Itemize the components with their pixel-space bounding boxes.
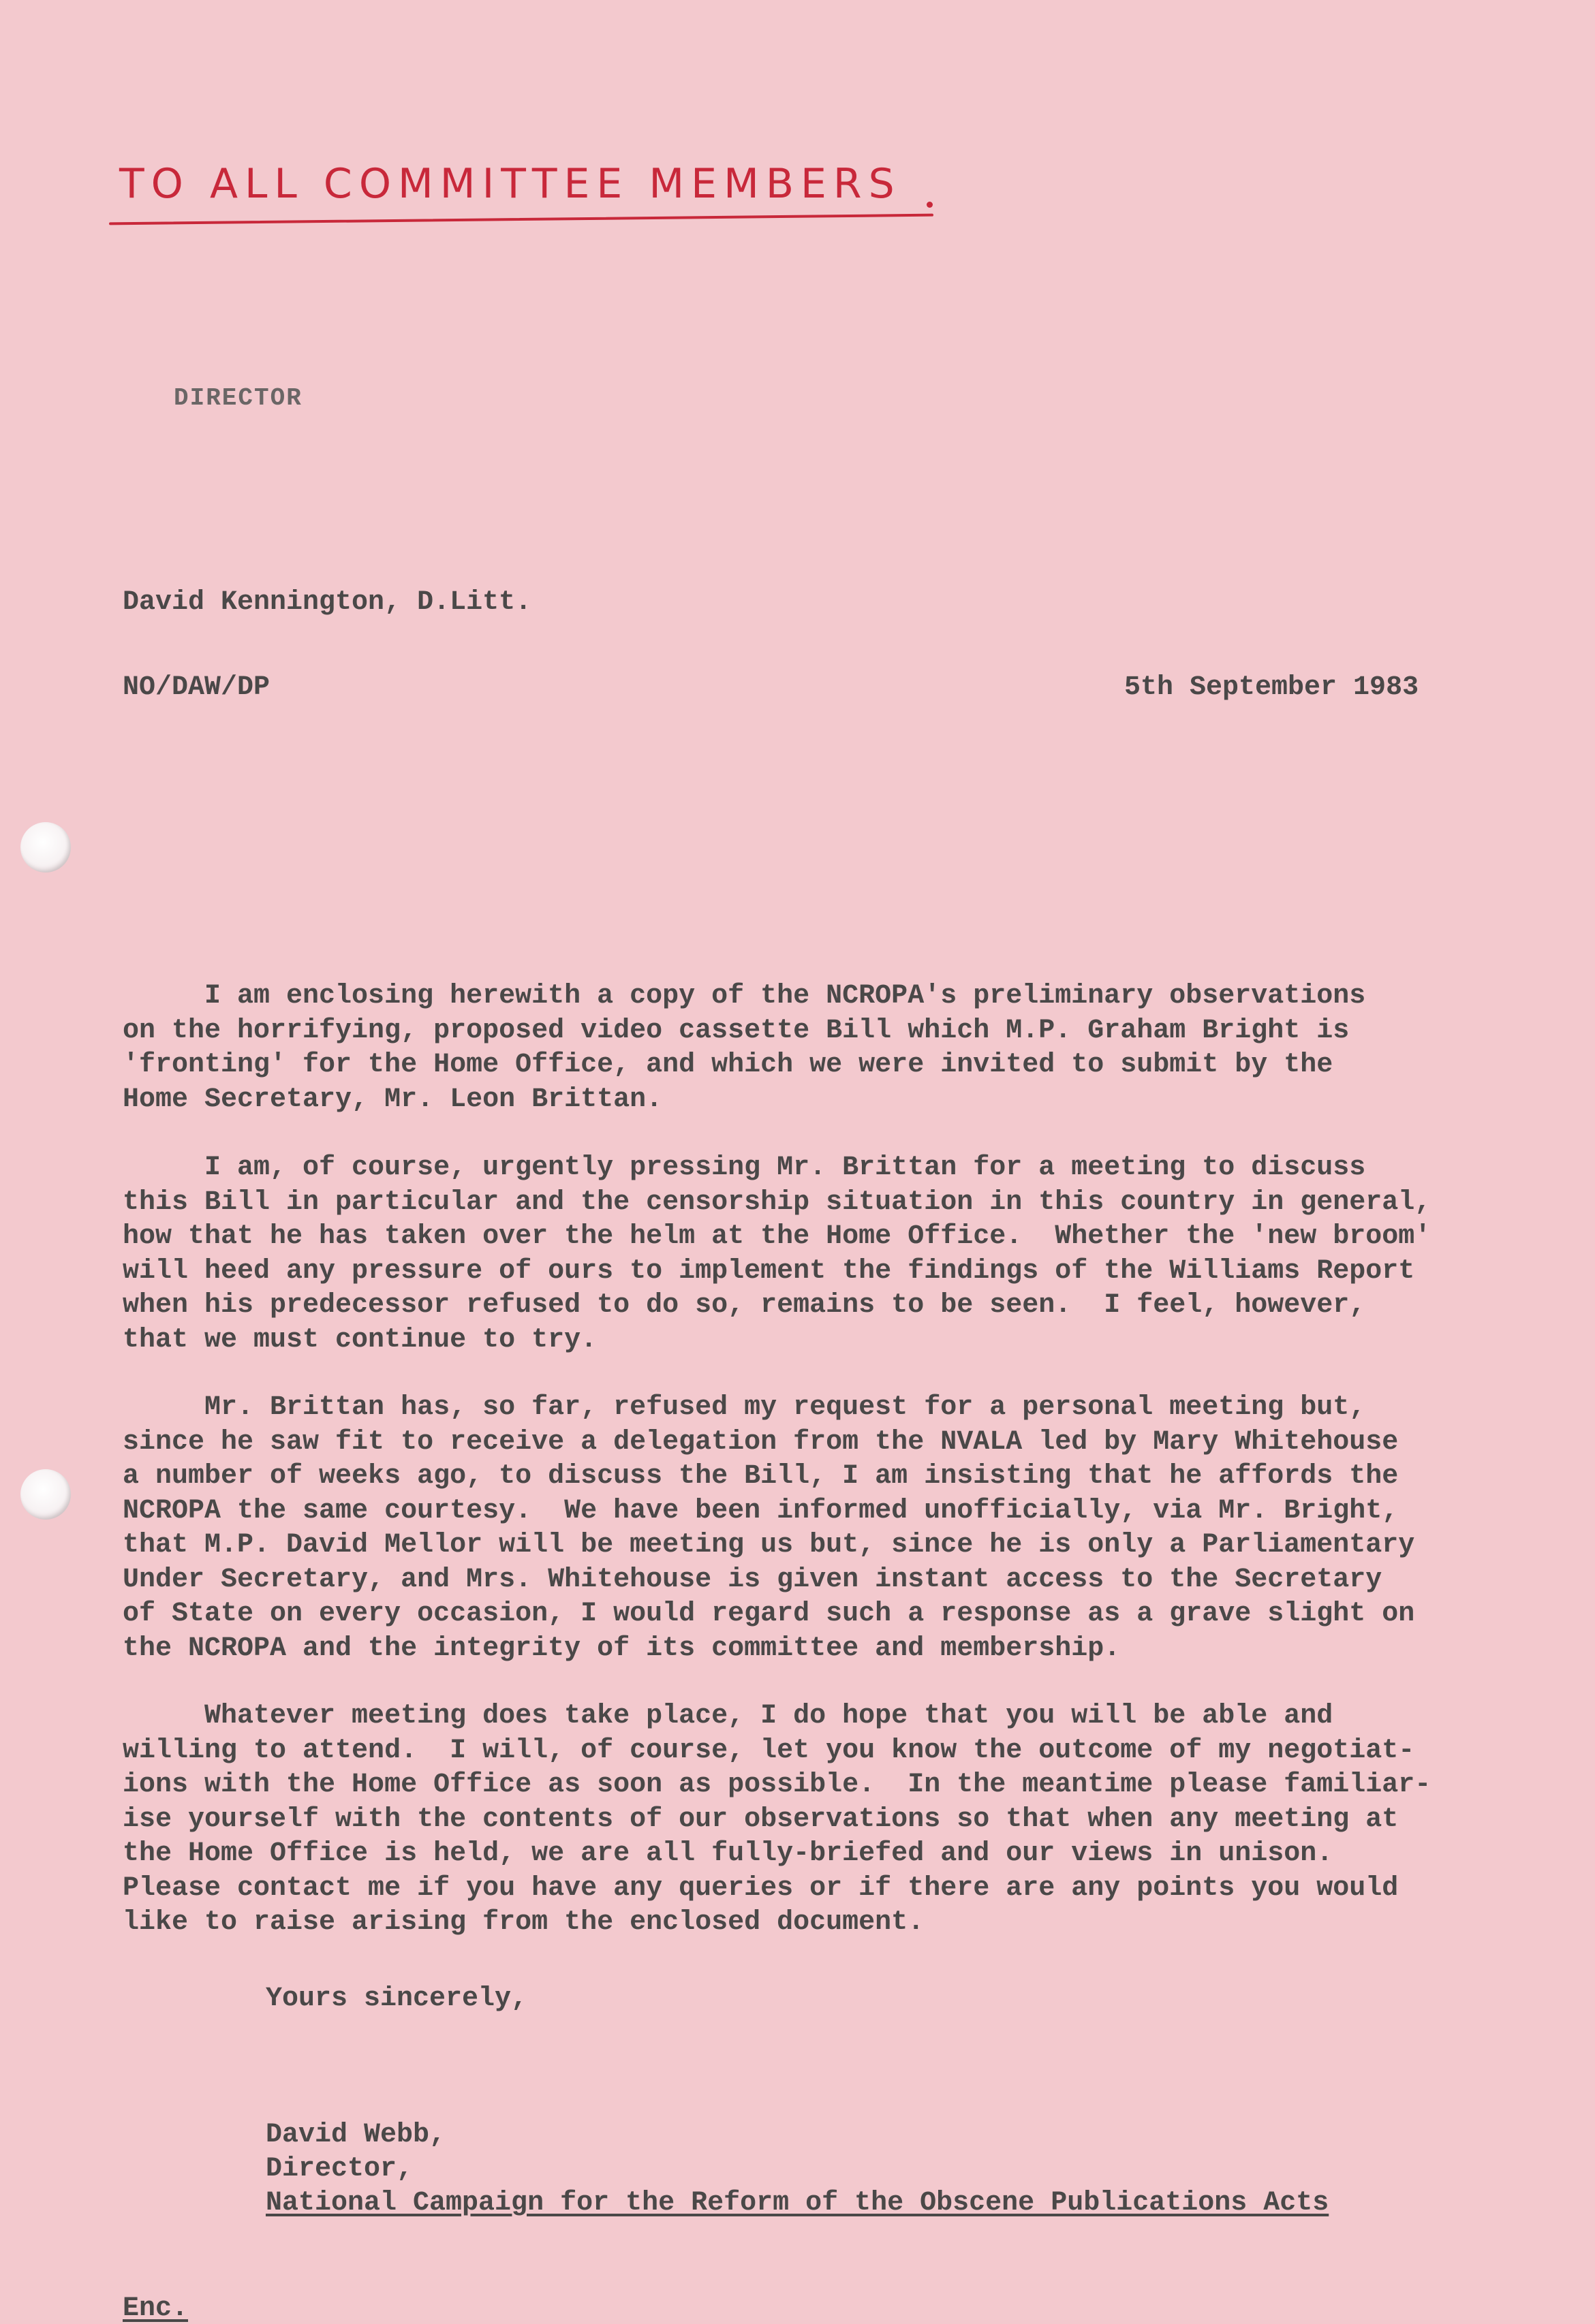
body-paragraph: Mr. Brittan has, so far, refused my request for a personal meeting but, since he saw fit to receive a delegation from the NVALA led by Mary Whitehouse a number of weeks ago, to discuss the Bill, I am insisting that he affords the NCROPA the same courtesy. We have been informed unofficially, via Mr. Bright, that M.P. David Mellor will be meeting us but, since he is only a Parliamentary Under Secretary, and Mrs. Whitehouse is given instant access to the Secretary of State on every occasion, I would regard such a response as a grave slight on the NCROPA and the integrity of its committee and membership. bbox=[123, 1392, 1415, 1664]
letter-date: 5th September 1983 bbox=[1124, 672, 1419, 703]
body-paragraph: I am enclosing herewith a copy of the NCROPA's preliminary observations on the horrifying, proposed video cassette Bill which M.P. Graham Bright is 'fronting' for the Home Office, and which we were invited to submit by the Home Secretary, Mr. Leon Brittan. bbox=[123, 981, 1366, 1115]
letter-heading: DIRECTOR bbox=[174, 384, 303, 412]
annotation-underline bbox=[109, 214, 933, 225]
enclosure-note: Enc. bbox=[123, 2293, 189, 2324]
closing-salutation: Yours sincerely, bbox=[266, 1983, 528, 2014]
reference-code: NO/DAW/DP bbox=[123, 672, 270, 703]
signatory-title: Director, bbox=[266, 2154, 414, 2184]
signatory-name: David Webb, bbox=[266, 2120, 446, 2150]
signatory-organisation: National Campaign for the Reform of the Obscene Publications Acts bbox=[266, 2188, 1329, 2218]
annotation-full-stop bbox=[927, 202, 933, 208]
handwritten-annotation: TO ALL COMMITTEE MEMBERS bbox=[119, 160, 901, 208]
recipient-name: David Kennington, D.Litt. bbox=[123, 587, 532, 618]
punch-hole bbox=[20, 822, 71, 873]
punch-hole bbox=[20, 1469, 71, 1520]
body-paragraph: Whatever meeting does take place, I do hope that you will be able and willing to attend. I will, of course, let you know the outcome of my negotiat- ions with the Home Office as soon as possible. In the meantime please familiar- ise yourself with the contents of our observations so that when any meeting at the Home Office is held, we are all fully-briefed and our views in unison. Please contact me if you have any queries or if there are any points you would like to raise arising from the enclosed document. bbox=[123, 1701, 1431, 1938]
body-paragraph: I am, of course, urgently pressing Mr. Brittan for a meeting to discuss this Bill in particular and the censorship situation in this country in general, how that he has taken over the helm at the Home Office. Whether the 'new broom' will heed any pressure of ours to implement the findings of the Williams Report when his predecessor refused to do so, remains to be seen. I feel, however, that we must continue to try. bbox=[123, 1152, 1431, 1355]
